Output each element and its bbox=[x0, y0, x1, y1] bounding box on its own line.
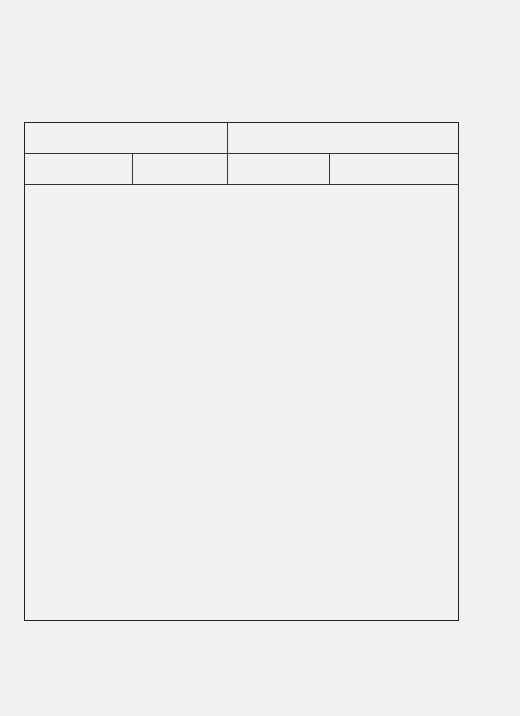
table-subheader-row bbox=[25, 154, 458, 185]
department-line bbox=[25, 105, 71, 116]
expense-amount-header bbox=[329, 154, 460, 184]
summary-table bbox=[24, 122, 459, 621]
income-amount-header bbox=[132, 154, 227, 184]
table-header-row bbox=[25, 123, 458, 154]
income-header bbox=[25, 123, 227, 153]
income-item-header bbox=[25, 154, 132, 184]
expense-header bbox=[227, 123, 460, 153]
expense-item-header bbox=[227, 154, 329, 184]
